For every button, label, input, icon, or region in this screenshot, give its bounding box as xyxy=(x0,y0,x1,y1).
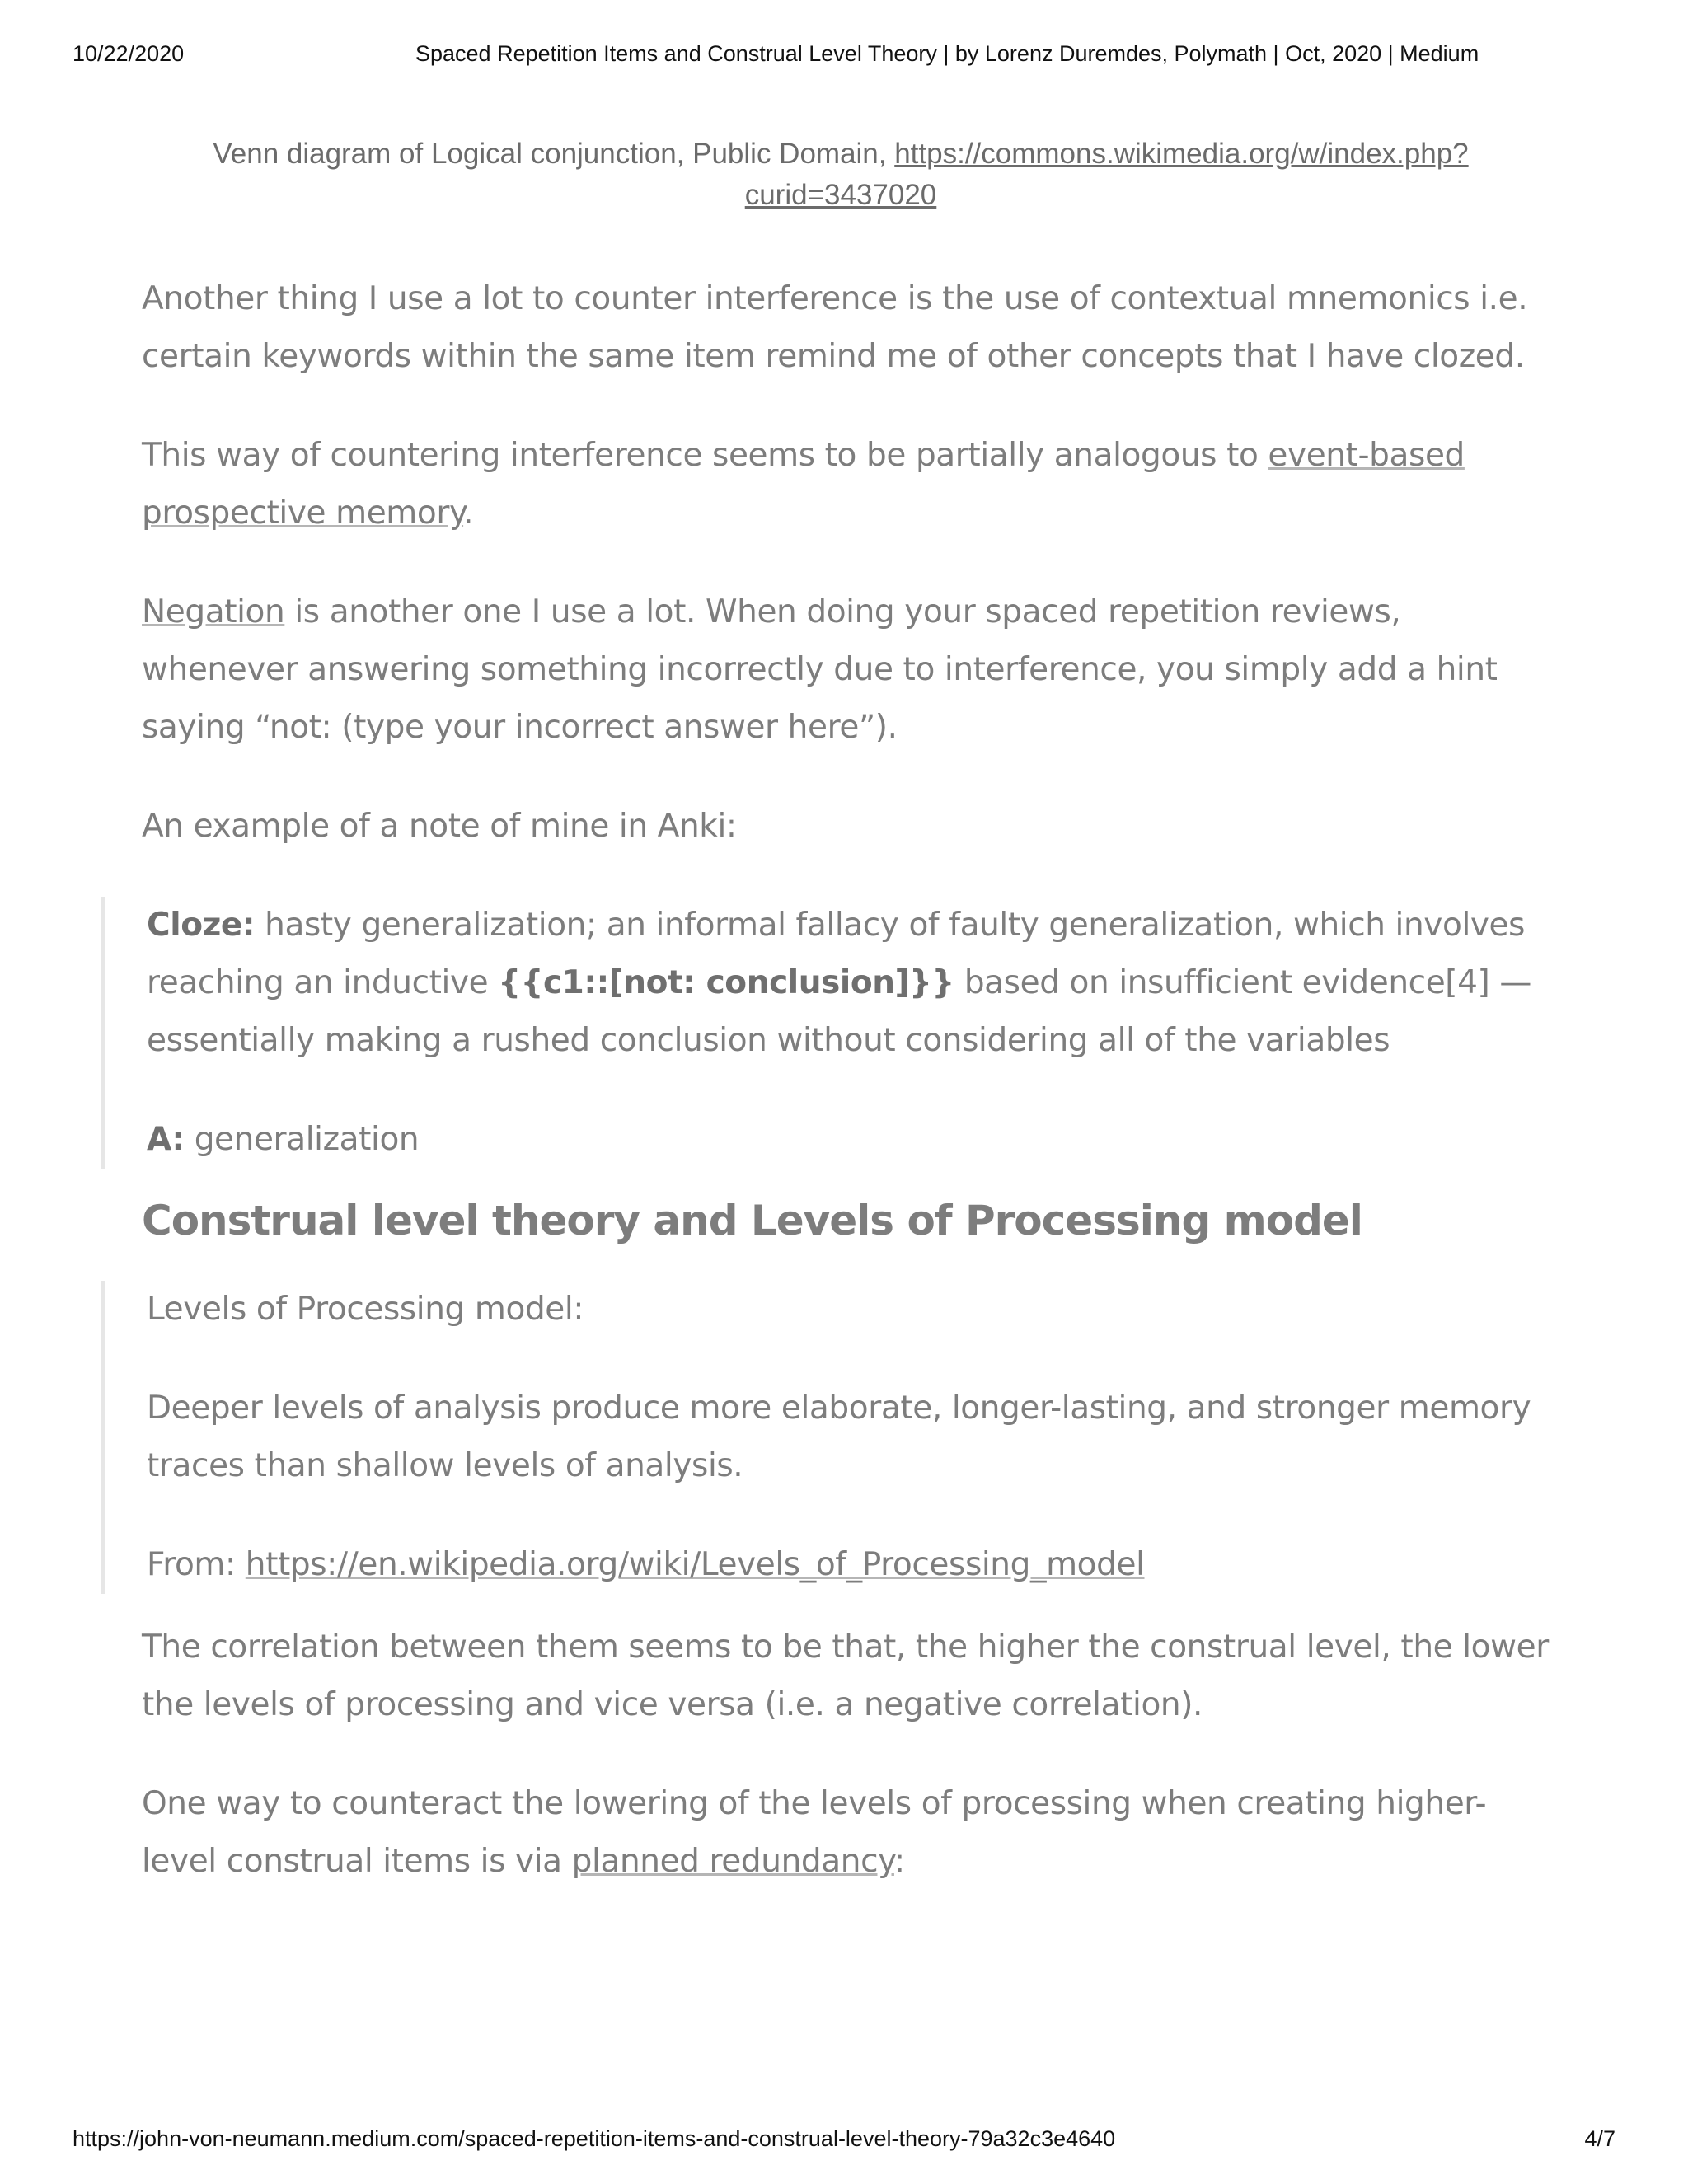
caption-text: Venn diagram of Logical conjunction, Public Domain, xyxy=(213,138,895,170)
blockquote-anki-note xyxy=(101,897,1551,1169)
paragraph-text: . xyxy=(463,494,474,532)
paragraph-prospective-memory xyxy=(142,427,1551,542)
print-date: 10/22/2020 xyxy=(73,41,185,66)
paragraph-negation xyxy=(142,583,1551,757)
article-body xyxy=(142,270,1551,1932)
print-header xyxy=(73,41,1615,74)
lop-source xyxy=(147,1536,1551,1594)
cloze-text: hasty generalization; an informal fallacy of faulty generalization, which involves reaching an inductive xyxy=(147,907,1526,1001)
cloze-label: Cloze: xyxy=(147,907,256,944)
paragraph-text: This way of countering interference seems to be partially analogous to xyxy=(142,437,1268,474)
blockquote-levels-of-processing xyxy=(101,1281,1551,1594)
paragraph-text: : xyxy=(893,1843,905,1880)
answer-text: generalization xyxy=(184,1121,420,1158)
print-footer xyxy=(73,2126,1615,2159)
source-label: From: xyxy=(147,1546,246,1583)
section-heading: Construal level theory and Levels of Processing model xyxy=(142,1197,1362,1244)
paragraph-planned-redundancy xyxy=(142,1775,1551,1891)
link-negation[interactable]: Negation xyxy=(142,593,285,630)
paragraph-text: One way to counteract the lowering of the levels of processing when creating higher-level construal items is via xyxy=(142,1785,1487,1880)
anki-answer xyxy=(147,1111,1551,1169)
link-event-based-prospective-memory[interactable]: event-based prospective memory xyxy=(142,437,1465,532)
link-wikipedia-levels-of-processing[interactable]: https://en.wikipedia.org/wiki/Levels_of_Processing_model xyxy=(245,1546,1145,1583)
image-caption xyxy=(165,134,1517,216)
link-planned-redundancy[interactable]: planned redundancy xyxy=(571,1843,894,1880)
paragraph-contextual-mnemonics: Another thing I use a lot to counter interference is the use of contextual mnemonics i.e. certain keywords within the same item remind me of other concepts that I have clozed. xyxy=(142,280,1528,375)
anki-cloze xyxy=(147,897,1551,1070)
cloze-code: {{c1::[not: conclusion]}} xyxy=(498,964,954,1001)
cloze-text: based on insufficient evidence[4] — essentially making a rushed conclusion without considering all of the variables xyxy=(147,964,1531,1059)
paragraph-correlation: The correlation between them seems to be that, the higher the construal level, the lower the levels of processing and vice versa (i.e. a negative correlation). xyxy=(142,1629,1549,1723)
print-page-number: 4/7 xyxy=(1584,2126,1615,2151)
answer-label: A: xyxy=(147,1121,185,1158)
paragraph-anki-example: An example of a note of mine in Anki: xyxy=(142,808,737,845)
print-url: https://john-von-neumann.medium.com/spaced-repetition-items-and-construal-level-theory-79a32c3e4640 xyxy=(73,2126,1116,2151)
print-page-title: Spaced Repetition Items and Construal Level Theory | by Lorenz Duremdes, Polymath | Oct, 2020 | Medium xyxy=(415,41,1479,66)
caption-source-link[interactable]: https://commons.wikimedia.org/w/index.php?curid=3437020 xyxy=(744,138,1469,211)
lop-title: Levels of Processing model: xyxy=(147,1291,584,1328)
lop-body: Deeper levels of analysis produce more elaborate, longer-lasting, and stronger memory traces than shallow levels of analysis. xyxy=(147,1390,1531,1484)
paragraph-text: is another one I use a lot. When doing your spaced repetition reviews, whenever answering something incorrectly due to interference, you simply add a hint saying “not: (type your incorrect answer here”). xyxy=(142,593,1498,746)
